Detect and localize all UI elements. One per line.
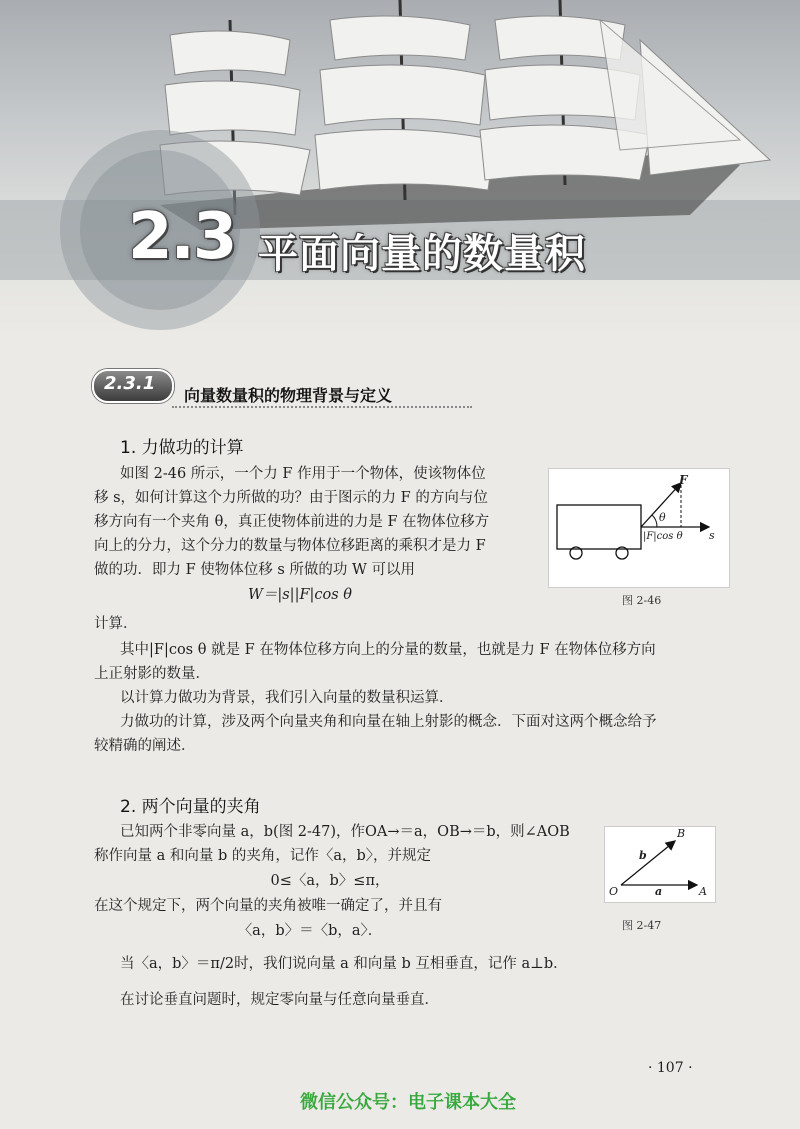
label-O: O bbox=[609, 885, 619, 898]
section-number: 2.3.1 bbox=[104, 373, 156, 394]
paragraph-line: 以计算力做功为背景，我们引入向量的数量积运算． bbox=[120, 690, 454, 706]
chapter-number: 2.3 bbox=[128, 200, 236, 274]
paragraph-line: 在讨论垂直问题时，规定零向量与任意向量垂直． bbox=[120, 992, 439, 1008]
paragraph-line: 其中|F|cos θ 就是 F 在物体位移方向上的分量的数量，也就是力 F 在物体位移方向 bbox=[120, 642, 656, 658]
paragraph-line: 移 s，如何计算这个力所做的功？由于图示的力 F 的方向与位 bbox=[94, 490, 488, 506]
section-divider bbox=[172, 406, 472, 408]
paragraph-line: 已知两个非零向量 a，b(图 2-47)，作OA→＝a，OB→＝b，则∠AOB bbox=[120, 824, 570, 840]
label-a: a bbox=[655, 885, 663, 898]
section-title: 向量数量积的物理背景与定义 bbox=[184, 386, 393, 405]
label-A: A bbox=[699, 885, 707, 898]
sailing-ship-illustration bbox=[0, 0, 800, 340]
figure-2-47 bbox=[604, 826, 716, 903]
paragraph-line: 计算． bbox=[94, 616, 138, 632]
formula-symmetry: 〈a，b〉＝〈b，a〉． bbox=[237, 923, 383, 939]
paragraph-line: 力做功的计算，涉及两个向量夹角和向量在轴上射影的概念．下面对这两个概念给予 bbox=[120, 714, 657, 730]
page-number: · 107 · bbox=[648, 1060, 693, 1076]
paragraph-line: 上正射影的数量． bbox=[94, 666, 210, 682]
figure-2-46 bbox=[548, 468, 730, 588]
label-s: s bbox=[709, 529, 715, 542]
formula-work: W＝|s||F|cos θ bbox=[247, 587, 353, 603]
chapter-title: 平面向量的数量积 bbox=[258, 231, 586, 277]
heading-angle: 2. 两个向量的夹角 bbox=[120, 797, 261, 817]
paragraph-line: 较精确的阐述． bbox=[94, 738, 196, 754]
label-b: b bbox=[639, 849, 647, 862]
label-projection: |F|cos θ bbox=[643, 531, 683, 542]
paragraph-line: 做的功．即力 F 使物体位移 s 所做的功 W 可以用 bbox=[94, 562, 416, 578]
formula-angle-range: 0≤〈a，b〉≤π， bbox=[270, 873, 390, 889]
chapter-banner bbox=[0, 0, 800, 340]
label-F: F bbox=[679, 473, 688, 487]
figure-caption: 图 2-46 bbox=[622, 594, 662, 607]
label-theta: θ bbox=[659, 511, 666, 524]
paragraph-line: 移方向有一个夹角 θ，真正使物体前进的力是 F 在物体位移方 bbox=[94, 514, 490, 530]
paragraph-line: 如图 2-46 所示，一个力 F 作用于一个物体，使该物体位 bbox=[120, 466, 486, 482]
figure-caption: 图 2-47 bbox=[622, 919, 662, 932]
paragraph-line: 称作向量 a 和向量 b 的夹角，记作〈a，b〉，并规定 bbox=[94, 848, 432, 864]
heading-work: 1. 力做功的计算 bbox=[120, 438, 244, 458]
paragraph-line: 向上的分力，这个分力的数量与物体位移距离的乘积才是力 F bbox=[94, 538, 486, 554]
force-diagram bbox=[549, 469, 729, 587]
paragraph-line: 在这个规定下，两个向量的夹角被唯一确定了，并且有 bbox=[94, 898, 442, 914]
watermark: 微信公众号：电子课本大全 bbox=[300, 1092, 516, 1113]
paragraph-line: 当〈a，b〉＝π/2时，我们说向量 a 和向量 b 互相垂直，记作 a⊥b． bbox=[120, 956, 568, 972]
label-B: B bbox=[677, 827, 686, 840]
